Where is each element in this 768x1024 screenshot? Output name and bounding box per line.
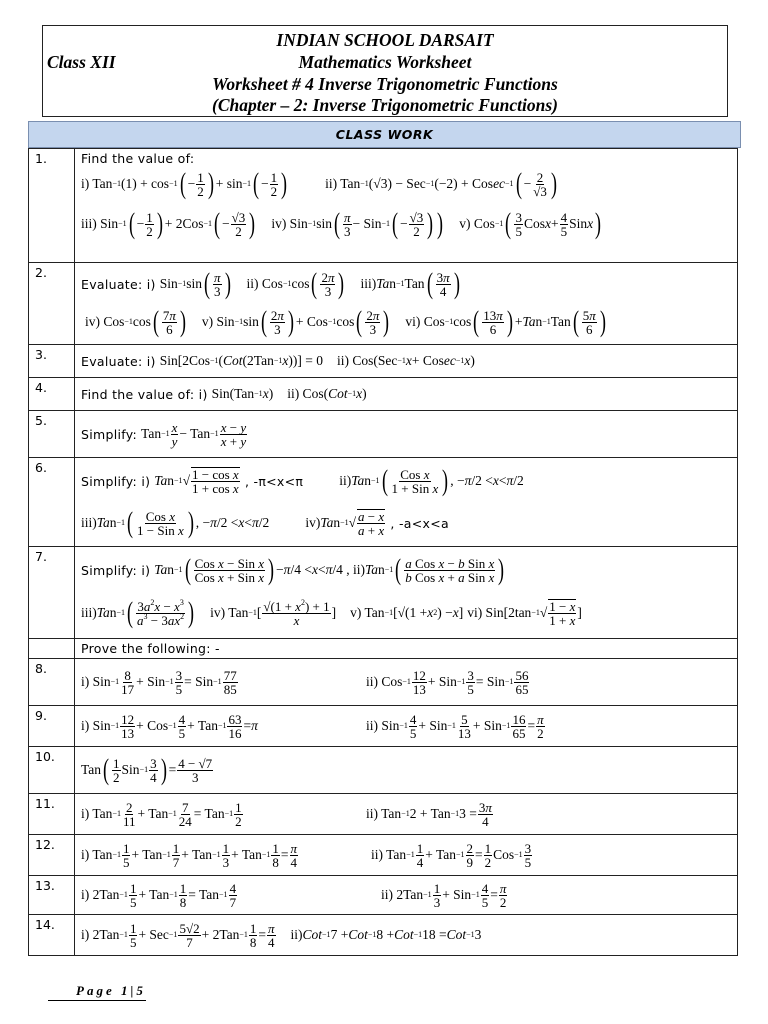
question-text: Evaluate: i) [81, 276, 156, 292]
table-row [29, 547, 738, 639]
question-content: Tan ( $\frac{1}{2}$ Sin −1 $\frac{3}{4}$ ) = $\frac{4 - √7}{3}$ [75, 747, 738, 794]
question-content: i) 2Tan −1 $\frac{1}{5}$ + Sec −1 $\frac{5√2}{7}$ + 2Tan −1 $\frac{1}{8}$ = $\frac{\pi}{4}$ ii) Cot −1 7 + Cot −1 8 + Cot −1 18 = Cot −1 3 [75, 915, 738, 956]
question-content: Simplify: Tan −1 $\frac{x}{y}$ − Tan −1 $\frac{x - y}{x + y}$ [75, 411, 738, 458]
table-row [29, 835, 738, 876]
prove-heading: Prove the following: - [81, 641, 220, 656]
question-text: Find the value of: [81, 151, 195, 166]
question-number: 4. [29, 378, 75, 411]
school-name: INDIAN SCHOOL DARSAIT [276, 30, 494, 50]
question-content: i) Tan −1 $\frac{2}{11}$ + Tan −1 $\frac{7}{24}$ = Tan −1 $\frac{1}{2}$ ii) Tan −1 2 + Tan −1 3 = $\frac{3\pi}{4}$ [75, 794, 738, 835]
question-text: Simplify: [81, 426, 138, 442]
question-content: i) Sin −1 $\frac{12}{13}$ + Cos −1 $\frac{4}{5}$ + Tan −1 $\frac{63}{16}$ = π ii) Sin −1 $\frac{4}{5}$ + Sin −1 $\frac{5}{13}$ + Sin −1 $\frac{16}{65}$ = $\frac{\pi}{2}$ [75, 706, 738, 747]
page-number: Page 1|5 [48, 983, 146, 1001]
questions-table [28, 148, 738, 956]
question-content: i) 2Tan −1 $\frac{1}{5}$ + Tan −1 $\frac{1}{8}$ = Tan −1 $\frac{4}{7}$ ii) 2Tan −1 $\frac{1}{3}$ + Sin −1 $\frac{4}{5}$ = $\frac{\pi}{2}$ [75, 876, 738, 915]
table-row [29, 876, 738, 915]
question-number: 8. [29, 659, 75, 706]
question-number: 6. [29, 458, 75, 547]
question-number: 5. [29, 411, 75, 458]
table-row [29, 378, 738, 411]
table-row [29, 915, 738, 956]
question-content: i) Sin −1 $\frac{8}{17}$ + Sin −1 $\frac{3}{5}$ = Sin −1 $\frac{77}{85}$ ii) Cos −1 $\frac{12}{13}$ + Sin −1 $\frac{3}{5}$ = Sin −1 $\frac{56}{65}$ [75, 659, 738, 706]
table-row [29, 345, 738, 378]
question-content: Evaluate: i) Sin[2Cos −1 ( Cot (2Tan −1 x ))] = 0 ii) Cos(Sec −1 x + Cos ec −1 x ) [75, 345, 738, 378]
question-number: 1. [29, 149, 75, 263]
class-label: Class XII [47, 52, 116, 72]
question-number: 10. [29, 747, 75, 794]
question-content: i) Tan −1 $\frac{1}{5}$ + Tan −1 $\frac{1}{7}$ + Tan −1 $\frac{1}{3}$ + Tan −1 $\frac{1}{8}$ = $\frac{\pi}{4}$ ii) Tan −1 $\frac{1}{4}$ + Tan −1 $\frac{2}{9}$ = $\frac{1}{2}$ Cos −1 $\frac{3}{5}$ [75, 835, 738, 876]
question-number: 13. [29, 876, 75, 915]
question-content: Simplify: i) Ta n −1 √ $\frac{\text{1 − cos x}}{\text{1 + cos x}}$ , -π<x<π ii) Ta n −1 ( $\frac{\text{Cos x}}{\text{1 + Sin x}}$ ) , − π /2 < x < π /2 iii) Ta n −1 ( $\frac{\text{Cos x}}{\text{1 − Sin x}}$ ) , − π /2 < x < π /2 iv) Ta n −1 √ $\frac{a - x}{a + x}$ , -a<x<a [75, 458, 738, 547]
question-content: Find the value of: i) Sin(Tan −1 x ) ii) Cos( Cot −1 x ) [75, 378, 738, 411]
question-text: Evaluate: i) [81, 353, 156, 369]
question-number: 2. [29, 263, 75, 345]
question-number: 14. [29, 915, 75, 956]
table-row [29, 706, 738, 747]
table-row [29, 149, 738, 263]
table-row [29, 794, 738, 835]
question-content: Evaluate: i) Sin −1 sin ( $\frac{\pi}{3}$ ) ii) Cos −1 cos ( $\frac{2\pi}{3}$ ) iii) Ta n −1 Tan ( $\frac{3\pi}{4}$ ) iv) Cos −1 cos ( $\frac{7\pi}{6}$ ) v) Sin −1 sin ( $\frac{2\pi}{3}$ ) + Cos −1 cos ( $\frac{2\pi}{3}$ ) vi) Cos −1 cos ( $\frac{13\pi}{6}$ ) + Ta n −1 Tan ( $\frac{5\pi}{6}$ ) [75, 263, 738, 345]
question-number: 7. [29, 547, 75, 639]
subject-title: Mathematics Worksheet [298, 52, 472, 72]
table-row [29, 659, 738, 706]
chapter-title: (Chapter – 2: Inverse Trigonometric Functions) [212, 95, 558, 115]
table-row [29, 263, 738, 345]
question-text: Find the value of: i) [81, 386, 208, 402]
table-row [29, 747, 738, 794]
question-text: Simplify: i) [81, 473, 151, 489]
worksheet-title: Worksheet # 4 Inverse Trigonometric Functions [212, 74, 558, 94]
table-row [29, 411, 738, 458]
worksheet-header [42, 25, 728, 117]
question-text: Simplify: i) [81, 562, 151, 578]
question-content: Simplify: i) Ta n −1 ( $\frac{\text{Cos x − Sin x}}{\text{Cos x + Sin x}}$ ) − π /4 < x < π /4 , ii) Ta n −1 ( $\frac{\text{a Cos x − b Sin x}}{\text{b Cos x + a Sin x}}$ ) iii) Ta n −1 ( $\frac{3a^2x - x^3}{a^3 - 3ax^2}$ ) iv) Tan −1 [ $\frac{√(1 + x^2) + 1}{x}$ ] v) Tan −1 [√(1 + x 2 ) − x ] vi) Sin[2tan −1 √ $\frac{1 - x}{1 + x}$ ] [75, 547, 738, 639]
question-number: 3. [29, 345, 75, 378]
question-number: 9. [29, 706, 75, 747]
section-title: CLASS WORK [28, 121, 741, 148]
table-row [29, 639, 738, 659]
table-row [29, 458, 738, 547]
question-number: 12. [29, 835, 75, 876]
question-content: Find the value of: i) Tan −1 (1) + cos −1 ( − $\frac{1}{2}$ ) + sin −1 ( − $\frac{1}{2}$ ) ii) Tan −1 (√3) − Sec −1 (−2) + Cos ec −1 ( − $\frac{2}{√3}$ ) iii) Sin −1 ( − $\frac{1}{2}$ ) + 2Cos −1 ( − $\frac{√3}{2}$ ) iv) Sin −1 sin ( $\frac{\pi}{3}$ − Sin −1 ( − $\frac{√3}{2}$ ) ) v) Cos −1 ( $\frac{3}{5}$ Cos x + $\frac{4}{5}$ Sin x ) [75, 149, 738, 263]
question-number: 11. [29, 794, 75, 835]
question-content [75, 639, 738, 659]
